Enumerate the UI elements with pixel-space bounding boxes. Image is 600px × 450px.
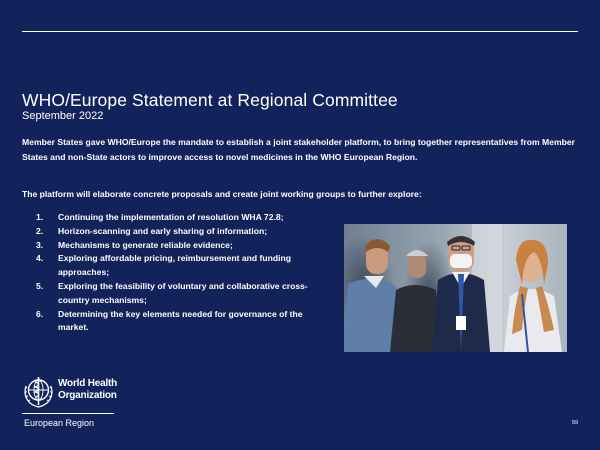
page-number: 59 xyxy=(572,420,579,426)
list-item-text: Continuing the implementation of resolution WHA 72.8; xyxy=(58,212,284,222)
list-item-text: Determining the key elements needed for governance of the market. xyxy=(58,308,303,333)
logo-divider xyxy=(22,413,114,414)
list-item xyxy=(36,211,332,225)
platform-paragraph: The platform will elaborate concrete proposals and create joint working groups to further explore: xyxy=(22,189,422,199)
list-item-number: 3. xyxy=(36,239,44,250)
list-item-number: 5. xyxy=(36,280,44,291)
slide-title: WHO/Europe Statement at Regional Committee xyxy=(22,90,398,110)
list-item-text: Horizon-scanning and early sharing of information; xyxy=(58,225,268,236)
who-emblem-icon xyxy=(22,374,55,410)
top-divider xyxy=(22,31,578,32)
intro-paragraph: Member States gave WHO/Europe the mandate to establish a joint stakeholder platform, to bring together representatives from Member States and non-State actors to improve access to novel medicines in the WHO European Region. xyxy=(22,137,575,162)
list-item-number: 2. xyxy=(36,225,44,236)
list-item xyxy=(36,280,332,308)
logo-organization-name xyxy=(58,378,148,402)
list-item-number: 4. xyxy=(36,253,44,264)
list-item xyxy=(36,225,332,239)
list-item xyxy=(36,252,332,280)
who-europe-logo xyxy=(22,372,142,434)
conference-photo xyxy=(344,224,567,352)
list-item-text: Exploring affordable pricing, reimbursement and funding approaches; xyxy=(58,253,292,278)
logo-name-line1: World Health xyxy=(58,378,118,389)
list-item-text: Mechanisms to generate reliable evidence; xyxy=(58,239,233,250)
list-item xyxy=(36,239,332,253)
slide-subtitle: September 2022 xyxy=(22,110,104,122)
list-item-text: Exploring the feasibility of voluntary and collaborative cross-country mechanisms; xyxy=(58,280,308,305)
conference-photo-illustration xyxy=(344,224,567,352)
list-item-number: 1. xyxy=(36,212,44,222)
logo-name-line2: Organization xyxy=(58,390,117,401)
working-groups-list xyxy=(36,211,332,335)
list-item xyxy=(36,308,332,336)
list-item-number: 6. xyxy=(36,308,44,319)
logo-region: European Region xyxy=(24,418,95,428)
